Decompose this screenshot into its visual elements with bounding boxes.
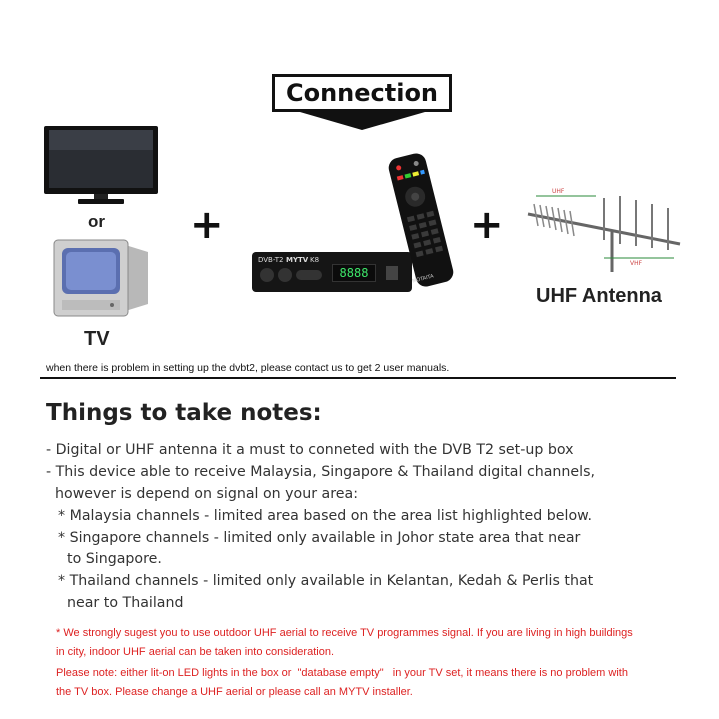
menu-button-icon	[296, 270, 322, 280]
plus-sign: +	[470, 202, 504, 248]
remote-control-image	[384, 152, 458, 288]
divider	[40, 377, 676, 379]
antenna-uhf-tag: UHF	[552, 188, 565, 195]
note-line: near to Thailand	[58, 595, 184, 611]
channel-button-icon	[278, 268, 292, 282]
connection-title: Connection	[272, 74, 452, 112]
manual-notice: when there is problem in setting up the dvbt2, please contact us to get 2 user manuals.	[46, 362, 450, 374]
warning-line: Please note: either lit-on LED lights in the box or "database empty" in your TV set, it means there is no problem with	[56, 667, 628, 679]
note-line: - Digital or UHF antenna it a must to conneted with the DVB T2 set-up box	[46, 442, 574, 458]
uhf-antenna-label: UHF Antenna	[536, 285, 662, 307]
note-line: - This device able to receive Malaysia, Singapore & Thailand digital channels,	[46, 464, 595, 480]
stb-logo: MYTV	[286, 256, 309, 264]
stb-model: K8	[310, 256, 320, 264]
uhf-antenna-image	[524, 186, 694, 276]
warning-line: in city, indoor UHF aerial can be taken into consideration.	[56, 646, 334, 658]
note-line: * Thailand channels - limited only available in Kelantan, Kedah & Perlis that	[58, 573, 594, 589]
warning-line: * We strongly sugest you to use outdoor UHF aerial to receive TV programmes signal. If you are living in high buildings	[56, 627, 633, 639]
note-line: to Singapore.	[58, 551, 162, 567]
stb-brand: DVB-T2	[258, 256, 284, 264]
stb-led-display: 8888	[332, 264, 376, 282]
warning-line: the TV box. Please change a UHF aerial or please call an MYTV installer.	[56, 686, 413, 698]
crt-tv-image	[52, 238, 152, 320]
flat-tv-image	[44, 126, 158, 206]
plus-sign: +	[190, 202, 224, 248]
antenna-vhf-tag: VHF	[630, 260, 643, 267]
down-arrow-icon	[300, 112, 425, 130]
note-line: * Singapore channels - limited only available in Johor state area that near	[58, 530, 581, 546]
power-button-icon	[260, 268, 274, 282]
notes-title: Things to take notes:	[46, 400, 322, 426]
tv-label: TV	[84, 328, 110, 350]
note-line: however is depend on signal on your area:	[46, 486, 358, 502]
or-label: or	[88, 212, 105, 231]
note-line: * Malaysia channels - limited area based on the area list highlighted below.	[58, 508, 592, 524]
remote-brand: MOTAITA	[411, 273, 435, 285]
